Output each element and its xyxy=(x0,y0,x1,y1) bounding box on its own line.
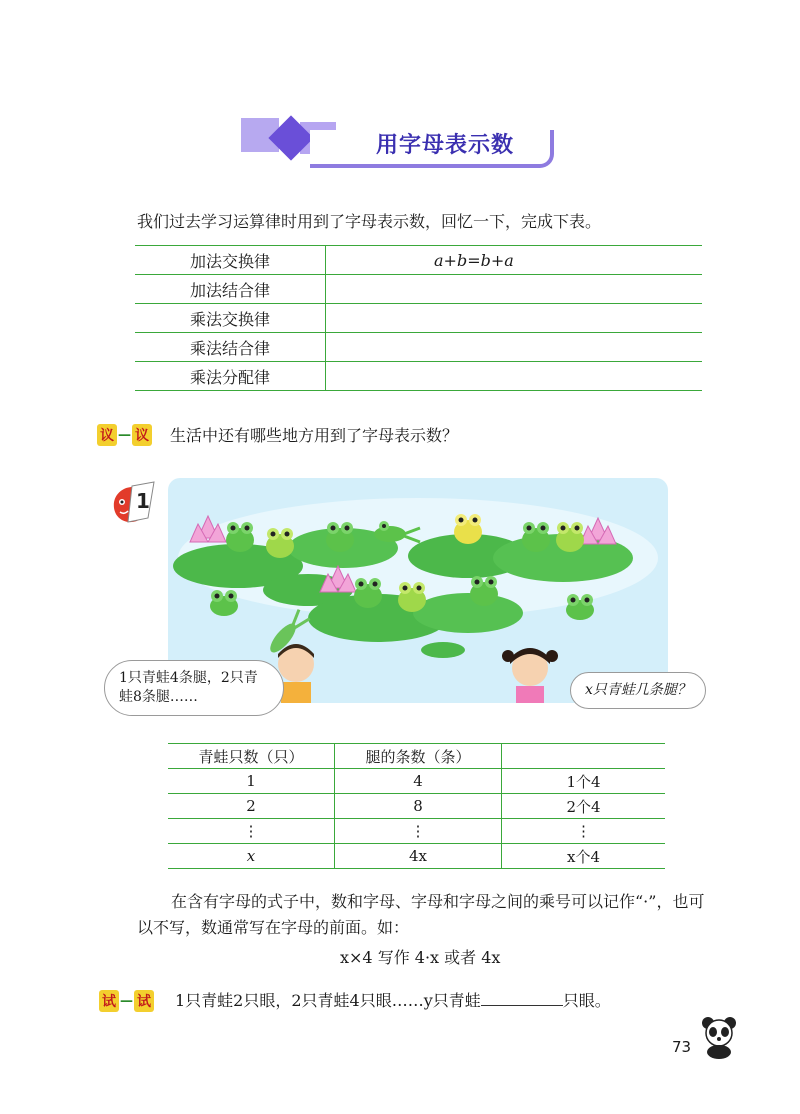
table-cell: 2个4 xyxy=(502,794,666,819)
table-row xyxy=(135,304,702,333)
try-text-after: 只眼。 xyxy=(562,991,611,1010)
table-row xyxy=(135,246,702,275)
badge-dash: — xyxy=(118,427,131,443)
table-row xyxy=(135,333,702,362)
column-header: 青蛙只数（只） xyxy=(168,744,335,769)
try-text-before: 1只青蛙2只眼，2只青蛙4只眼……y只青蛙 xyxy=(175,991,481,1010)
badge-char: 议 xyxy=(132,424,152,446)
law-name: 乘法结合律 xyxy=(135,333,326,362)
panda-icon xyxy=(698,1015,742,1059)
frog-legs-table xyxy=(168,743,665,869)
law-formula xyxy=(326,362,703,391)
table-cell: 2 xyxy=(168,794,335,819)
try-exercise xyxy=(175,988,611,1011)
table-cell: ⋮ xyxy=(335,819,502,844)
laws-table xyxy=(135,245,702,391)
law-formula xyxy=(326,275,703,304)
column-header xyxy=(502,744,666,769)
table-cell: ⋮ xyxy=(168,819,335,844)
table-cell: x个4 xyxy=(502,844,666,869)
table-row xyxy=(168,844,665,869)
try-badge xyxy=(99,990,154,1012)
explanation-paragraph: 在含有字母的式子中，数和字母、字母和字母之间的乘号可以记作“·”，也可以不写，数通常写在字母的前面。如： xyxy=(137,892,705,937)
discuss-badge xyxy=(97,424,152,446)
law-name: 加法交换律 xyxy=(135,246,326,275)
law-name: 乘法交换律 xyxy=(135,304,326,333)
boy-speech-bubble: 1只青蛙4条腿，2只青蛙8条腿…… xyxy=(104,660,284,716)
discuss-question: 生活中还有哪些地方用到了字母表示数？ xyxy=(170,426,459,445)
table-row xyxy=(168,819,665,844)
law-formula xyxy=(326,333,703,362)
table-cell: 4x xyxy=(335,844,502,869)
table-cell: 4 xyxy=(335,769,502,794)
table-row xyxy=(135,275,702,304)
column-header: 腿的条数（条） xyxy=(335,744,502,769)
law-formula xyxy=(326,304,703,333)
table-cell: x xyxy=(168,844,335,869)
table-cell: 1个4 xyxy=(502,769,666,794)
section-title: 用字母表示数 xyxy=(375,133,514,158)
table-row xyxy=(135,362,702,391)
table-cell: 1 xyxy=(168,769,335,794)
law-name: 乘法分配律 xyxy=(135,362,326,391)
badge-char: 试 xyxy=(99,990,119,1012)
example-number-icon xyxy=(106,478,158,528)
girl-speech-text: x只青蛙几条腿？ xyxy=(585,682,691,698)
example-number: 1 xyxy=(136,489,150,513)
law-formula: a+b=b+a xyxy=(326,246,703,275)
table-cell: 8 xyxy=(335,794,502,819)
law-name: 加法结合律 xyxy=(135,275,326,304)
table-row xyxy=(168,794,665,819)
girl-speech-bubble xyxy=(570,672,706,709)
example-formula: x×4 写作 4·x 或者 4x xyxy=(340,948,501,967)
intro-text: 我们过去学习运算律时用到了字母表示数，回忆一下，完成下表。 xyxy=(137,212,602,231)
page-number: 73 xyxy=(672,1038,692,1056)
badge-dash: — xyxy=(120,993,133,1009)
badge-char: 议 xyxy=(97,424,117,446)
badge-char: 试 xyxy=(134,990,154,1012)
table-row xyxy=(168,769,665,794)
boy-figure xyxy=(278,644,314,703)
table-cell: ⋮ xyxy=(502,819,666,844)
table-header-row xyxy=(168,744,665,769)
answer-blank[interactable] xyxy=(481,1005,563,1006)
